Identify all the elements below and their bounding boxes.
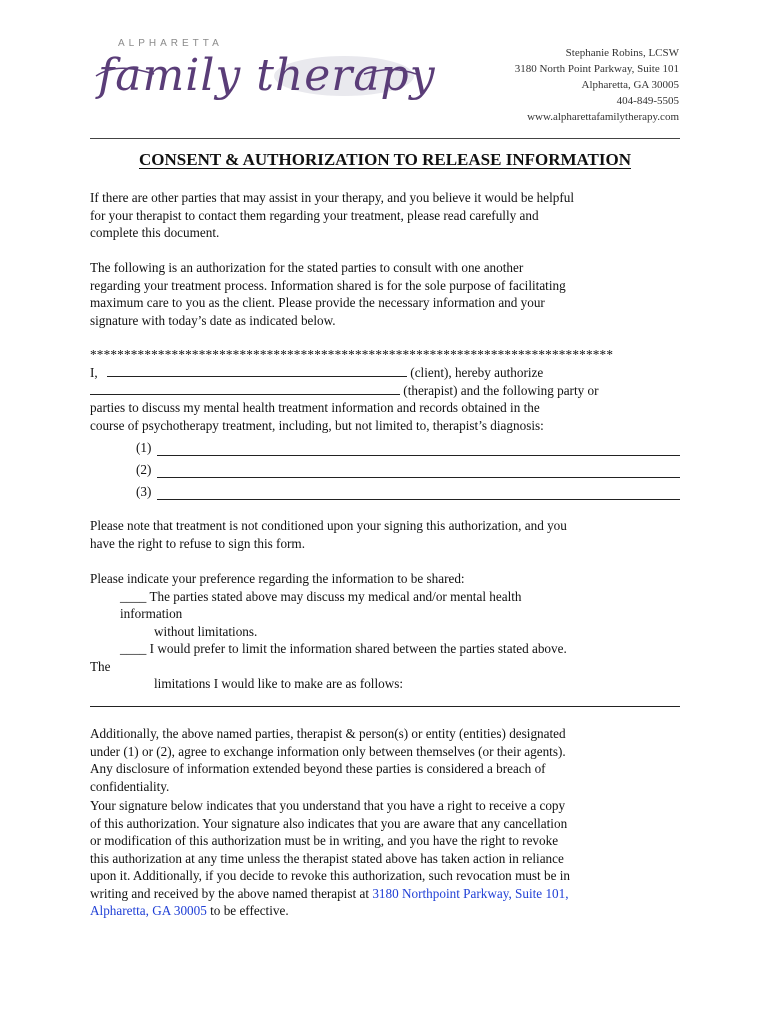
party-3-label: (3) <box>136 484 152 499</box>
therapist-label: (therapist) and the following party or <box>403 382 599 398</box>
contact-phone: 404-849-5505 <box>616 95 679 107</box>
party-1-label: (1) <box>136 440 152 455</box>
page-title: CONSENT & AUTHORIZATION TO RELEASE INFORMATION <box>139 150 631 169</box>
party-1-field[interactable] <box>157 443 680 456</box>
contact-website[interactable]: www.alpharettafamilytherapy.com <box>527 111 679 123</box>
party-3-row <box>136 484 680 500</box>
intro-paragraph: If there are other parties that may assist in your therapy, and you believe it would be helpful for your therapist to contact them regarding your treatment, please read carefully and complete this document. <box>90 190 574 240</box>
limitations-field[interactable] <box>90 706 680 707</box>
party-2-field[interactable] <box>157 465 680 478</box>
office-city-link[interactable]: Alpharetta, GA 30005 <box>90 903 207 918</box>
contact-name: Stephanie Robins, LCSW <box>565 47 679 59</box>
party-2-row <box>136 462 680 478</box>
option-1-text: The parties stated above may discuss my medical and/or mental health <box>149 588 522 604</box>
authorization-paragraph: I, (client), hereby authorize (therapist) and the following party or parties to discuss my mental health treatment information and records obtained in the course of psychotherapy treatment, including, but not limited to, therapist’s diagnosis: <box>90 365 599 433</box>
client-label: (client), hereby authorize <box>410 365 544 380</box>
additional-paragraph: Additionally, the above named parties, therapist & person(s) or entity (entities) designated under (1) or (2), agree to exchange information only between themselves (or their agents). Any disclosure of information extended beyond these parties is considered a breach of confidentiality. <box>90 726 566 794</box>
purpose-paragraph: The following is an authorization for the stated parties to consult with one another regarding your treatment process. Information shared is for the sole purpose of facilitating maximum care to you as the client. Please provide the necessary information and your signature with today’s date as indicated below. <box>90 260 566 328</box>
star-separator: ***************************************************************************** <box>90 347 614 362</box>
client-name-field[interactable] <box>107 364 407 377</box>
preference-section: Please indicate your preference regarding the information to be shared: ____ The parties stated above may discuss my medical and/or mental health information without limitations. ____ I would prefer to limit the information shared between the parties stated above. The limitations I would like to make are as follows: <box>90 570 680 693</box>
party-2-label: (2) <box>136 462 152 477</box>
option-2-text: I would prefer to limit the information shared between the parties stated above. <box>149 641 567 656</box>
party-3-field[interactable] <box>157 487 680 500</box>
therapist-name-field[interactable] <box>90 382 400 395</box>
office-address-link[interactable]: 3180 Northpoint Parkway, Suite 101, <box>372 885 569 901</box>
i-label: I, <box>90 365 98 380</box>
party-1-row <box>136 440 680 456</box>
option-1-checkbox-blank[interactable]: ____ <box>120 588 147 604</box>
contact-block <box>515 45 679 125</box>
contact-address-line1: 3180 North Point Parkway, Suite 101 <box>514 63 679 75</box>
note-paragraph: Please note that treatment is not conditioned upon your signing this authorization, and you have the right to refuse to sign this form. <box>90 518 567 551</box>
contact-address-line2: Alpharetta, GA 30005 <box>581 79 679 91</box>
option-2-checkbox-blank[interactable]: ____ <box>120 641 147 656</box>
signature-paragraph: Your signature below indicates that you understand that you have a right to receive a copy of this authorization. Your signature also indicates that you are aware that any cancellation or modification of this authorization must be in writing, and you have the right to revoke this authorization at any time unless the therapist stated above has taken action in reliance upon it. Additionally, if you decide to revoke this authorization, such revocation must be in writing and received by the above named therapist at 3180 Northpoint Parkway, Suite 101, Alpharetta, GA 30005 to be effective. <box>90 798 571 918</box>
preference-heading: Please indicate your preference regarding the information to be shared: <box>90 571 465 586</box>
logo-small-text: ALPHARETTA <box>118 38 223 49</box>
logo <box>94 34 436 114</box>
logo-script-text: family therapy <box>98 50 436 101</box>
header-divider <box>90 138 680 139</box>
